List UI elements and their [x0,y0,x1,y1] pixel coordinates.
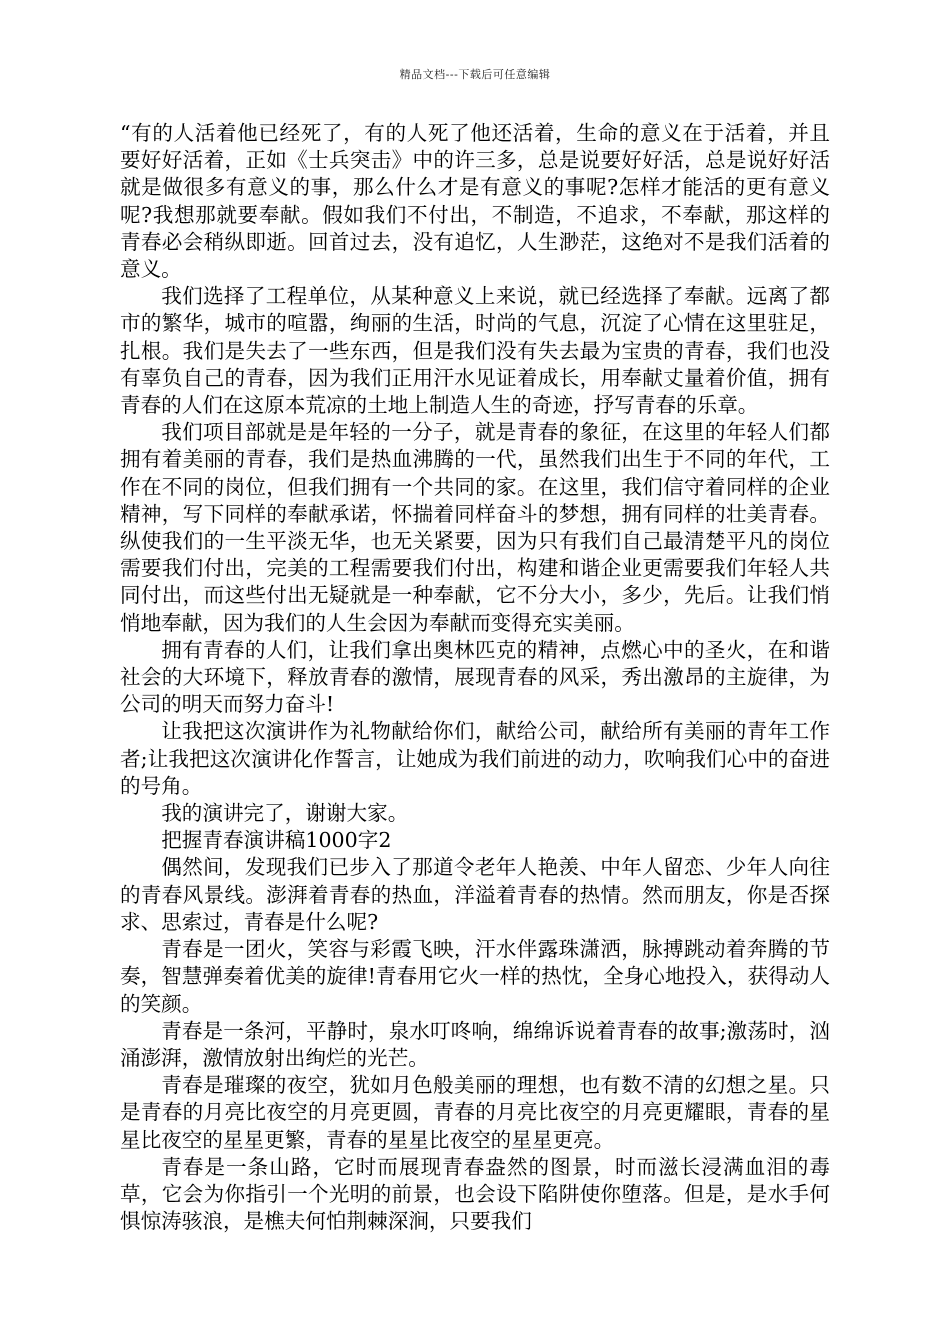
paragraph-3: 我们项目部就是是年轻的一分子，就是青春的象征，在这里的年轻人们都拥有着美丽的青春，我们是热血沸腾的一代，虽然我们出生于不同的年代，工作在不同的岗位，但我们拥有一个共同的家。在这里，我们信守着同样的企业精神，写下同样的奉献承诺，怀揣着同样奋斗的梦想，拥有同样的壮美青春。纵使我们的一生平淡无华，也无关紧要，因为只有我们自己最清楚平凡的岗位需要我们付出，完美的工程需要我们付出，构建和谐企业更需要我们年轻人共同付出，而这些付出无疑就是一种奉献，它不分大小，多少，先后。让我们悄悄地奉献，因为我们的人生会因为奉献而变得充实美丽。 [120,420,830,635]
paragraph-6: 我的演讲完了，谢谢大家。 [161,801,409,826]
section-title: 把握青春演讲稿1000字2 [161,828,392,853]
paragraph-5: 让我把这次演讲作为礼物献给你们，献给公司，献给所有美丽的青年工作者;让我把这次演讲化作誓言，让她成为我们前进的动力，吹响我们心中的奋进的号角。 [120,719,830,798]
paragraph-11: 青春是一条山路，它时而展现青春盎然的图景，时而滋长浸满血泪的毒草，它会为你指引一个光明的前景，也会设下陷阱使你堕落。但是，是水手何惧惊涛骇浪，是樵夫何怕荆棘深涧，只要我们 [120,1154,830,1234]
paragraph-8: 青春是一团火，笑容与彩霞飞映，汗水伴露珠潇洒，脉搏跳动着奔腾的节奏，智慧弹奏着优美的旋律!青春用它火一样的热忱，全身心地投入，获得动人的笑颜。 [120,937,830,1016]
document-body [120,120,830,1235]
paragraph-10: 青春是璀璨的夜空，犹如月色般美丽的理想，也有数不清的幻想之星。只是青春的月亮比夜空的月亮更圆，青春的月亮比夜空的月亮更耀眼，青春的星星比夜空的星星更繁，青春的星星比夜空的星星更亮。 [120,1073,830,1152]
paragraph-4: 拥有青春的人们，让我们拿出奥林匹克的精神，点燃心中的圣火，在和谐社会的大环境下，释放青春的激情，展现青春的风采，秀出激昂的主旋律，为公司的明天而努力奋斗! [120,637,830,717]
page-header: 精品文档---下载后可任意编辑 [399,68,551,81]
paragraph-1: “有的人活着他已经死了，有的人死了他还活着，生命的意义在于活着，并且要好好活着，正如《士兵突击》中的许三多，总是说要好好活，总是说好好活就是做很多有意义的事，那么什么才是有意义的事呢?怎样才能活的更有意义呢?我想那就要奉献。假如我们不付出，不制造，不追求，不奉献，那这样的青春必会稍纵即逝。回首过去，没有追忆，人生渺茫，这绝对不是我们活着的意义。 [120,121,830,282]
paragraph-7: 偶然间，发现我们已步入了那道令老年人艳羡、中年人留恋、少年人向往的青春风景线。澎湃着青春的热血，洋溢着青春的热情。然而朋友，你是否探求、思索过，青春是什么呢? [120,855,830,934]
paragraph-9: 青春是一条河，平静时，泉水叮咚响，绵绵诉说着青春的故事;激荡时，汹涌澎湃，激情放射出绚烂的光芒。 [120,1018,830,1070]
paragraph-2: 我们选择了工程单位，从某种意义上来说，就已经选择了奉献。远离了都市的繁华，城市的喧嚣，绚丽的生活，时尚的气息，沉淀了心情在这里驻足，扎根。我们是失去了一些东西，但是我们没有失去最为宝贵的青春，我们也没有辜负自己的青春，因为我们正用汗水见证着成长，用奉献丈量着价值，拥有青春的人们在这原本荒凉的土地上制造人生的奇迹，抒写青春的乐章。 [120,284,830,418]
